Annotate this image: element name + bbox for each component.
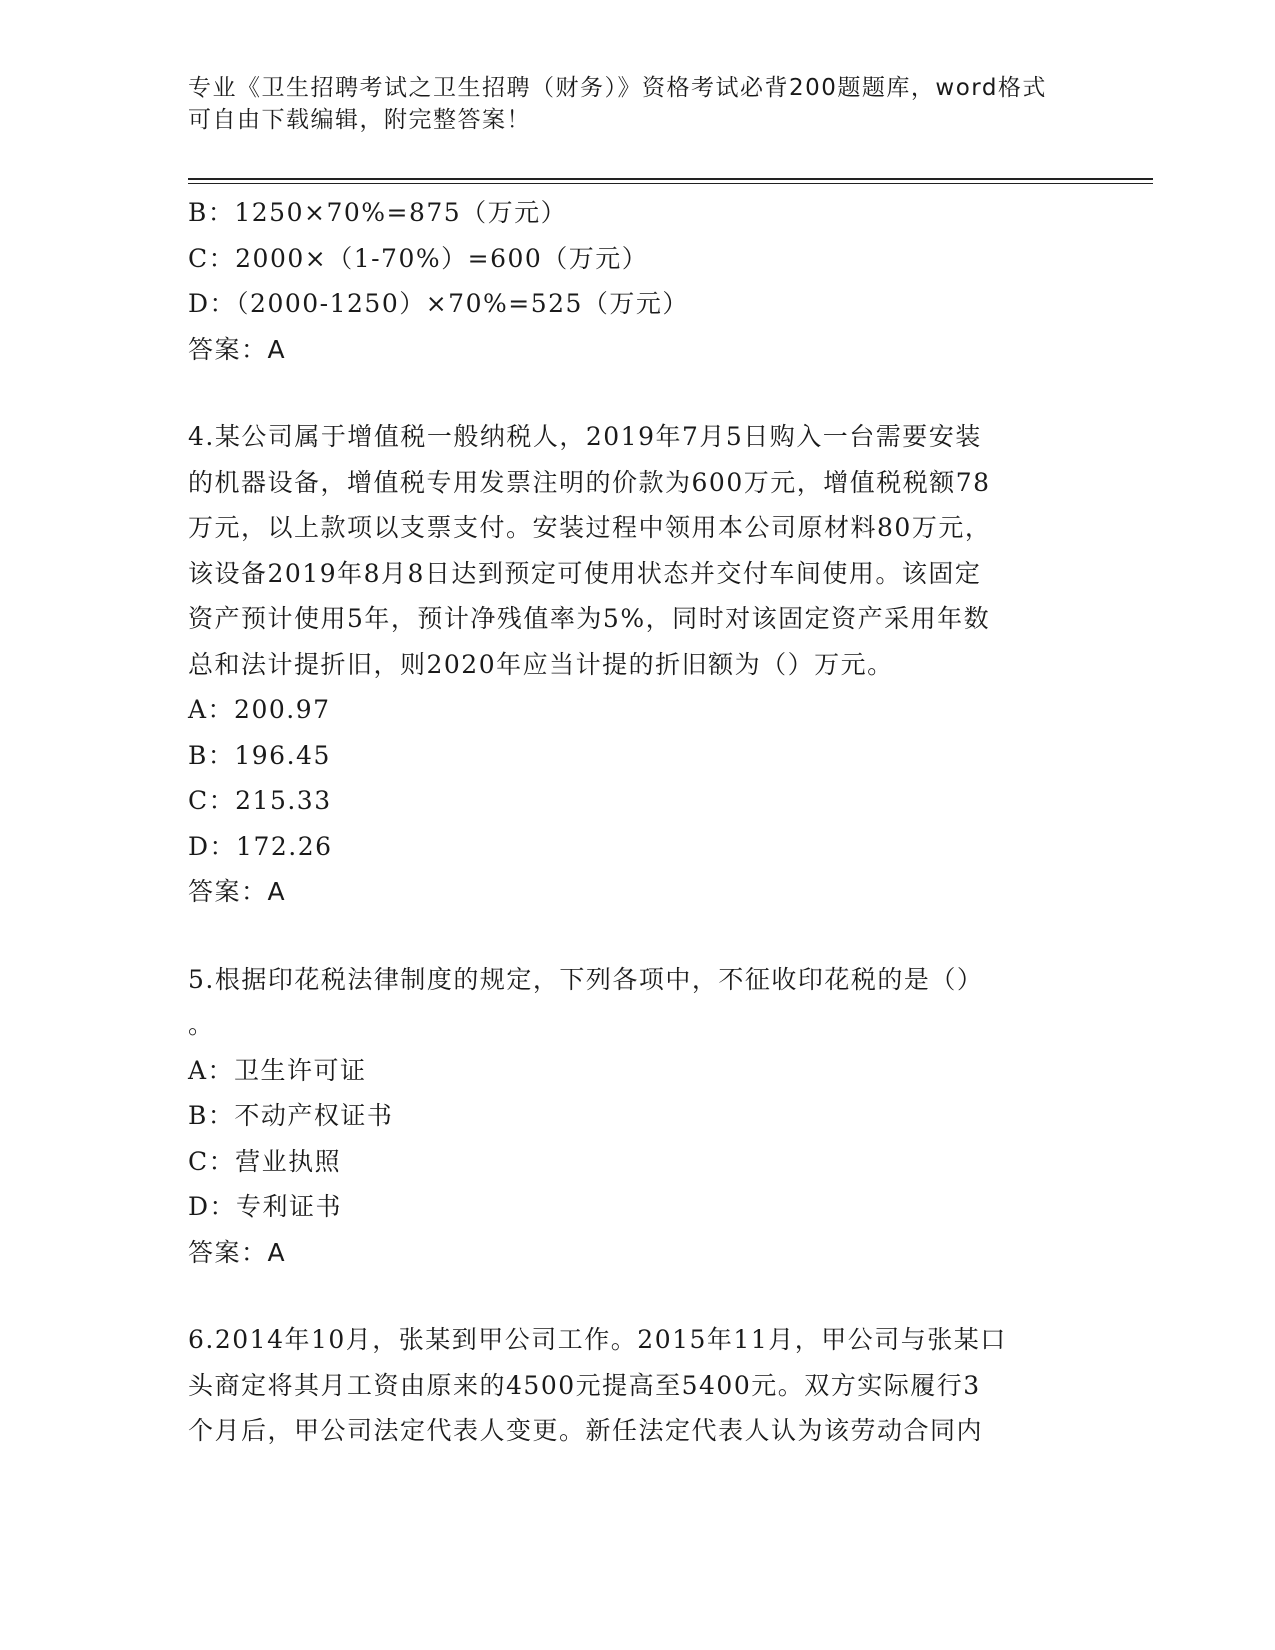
question-stem-line: 资产预计使用5年，预计净残值率为5%，同时对该固定资产采用年数 — [188, 604, 991, 633]
header-title-line-1: 专业《卫生招聘考试之卫生招聘（财务）》资格考试必背200题题库，word格式 — [188, 75, 1047, 101]
document-header — [188, 72, 1068, 136]
answer: 答案：A — [188, 334, 287, 364]
option-d: D：（2000-1250）×70%=525（万元） — [188, 289, 689, 318]
option-a: A：卫生许可证 — [188, 1055, 367, 1085]
header-title-line-2: 可自由下载编辑，附完整答案！ — [188, 107, 531, 133]
question-stem-line: 头商定将其月工资由原来的4500元提高至5400元。双方实际履行3 — [188, 1370, 981, 1400]
question-stem-line: 总和法计提折旧，则2020年应当计提的折旧额为（）万元。 — [188, 649, 894, 679]
document-body — [188, 190, 1078, 1454]
header-divider-thin — [188, 183, 1153, 184]
option-c: C：215.33 — [188, 786, 332, 815]
question-stem-line: 。 — [188, 1010, 215, 1039]
question-3-continued — [188, 190, 1078, 372]
header-divider — [188, 178, 1153, 180]
question-stem-line: 4.某公司属于增值税一般纳税人，2019年7月5日购入一台需要安装 — [188, 422, 982, 451]
answer: 答案：A — [188, 1237, 287, 1267]
option-c: C：营业执照 — [188, 1146, 342, 1176]
option-d: D：172.26 — [188, 831, 333, 861]
option-d: D：专利证书 — [188, 1192, 343, 1221]
option-b: B：196.45 — [188, 740, 331, 770]
answer: 答案：A — [188, 877, 287, 906]
question-6 — [188, 1317, 1078, 1454]
question-5 — [188, 957, 1078, 1276]
question-stem-line: 5.根据印花税法律制度的规定，下列各项中，不征收印花税的是（） — [188, 964, 984, 994]
option-a: A：200.97 — [188, 695, 331, 724]
question-stem-line: 的机器设备，增值税专用发票注明的价款为600万元，增值税税额78 — [188, 467, 991, 497]
option-b: B：1250×70%=875（万元） — [188, 198, 568, 227]
question-stem-line: 该设备2019年8月8日达到预定可使用状态并交付车间使用。该固定 — [188, 558, 982, 588]
option-c: C：2000×（1-70%）=600（万元） — [188, 243, 649, 273]
question-stem-line: 个月后，甲公司法定代表人变更。新任法定代表人认为该劳动合同内 — [188, 1416, 984, 1445]
option-b: B：不动产权证书 — [188, 1101, 394, 1130]
question-4 — [188, 414, 1078, 915]
question-stem-line: 6.2014年10月，张某到甲公司工作。2015年11月，甲公司与张某口 — [188, 1325, 1007, 1354]
question-stem-line: 万元，以上款项以支票支付。安装过程中领用本公司原材料80万元， — [188, 513, 992, 542]
